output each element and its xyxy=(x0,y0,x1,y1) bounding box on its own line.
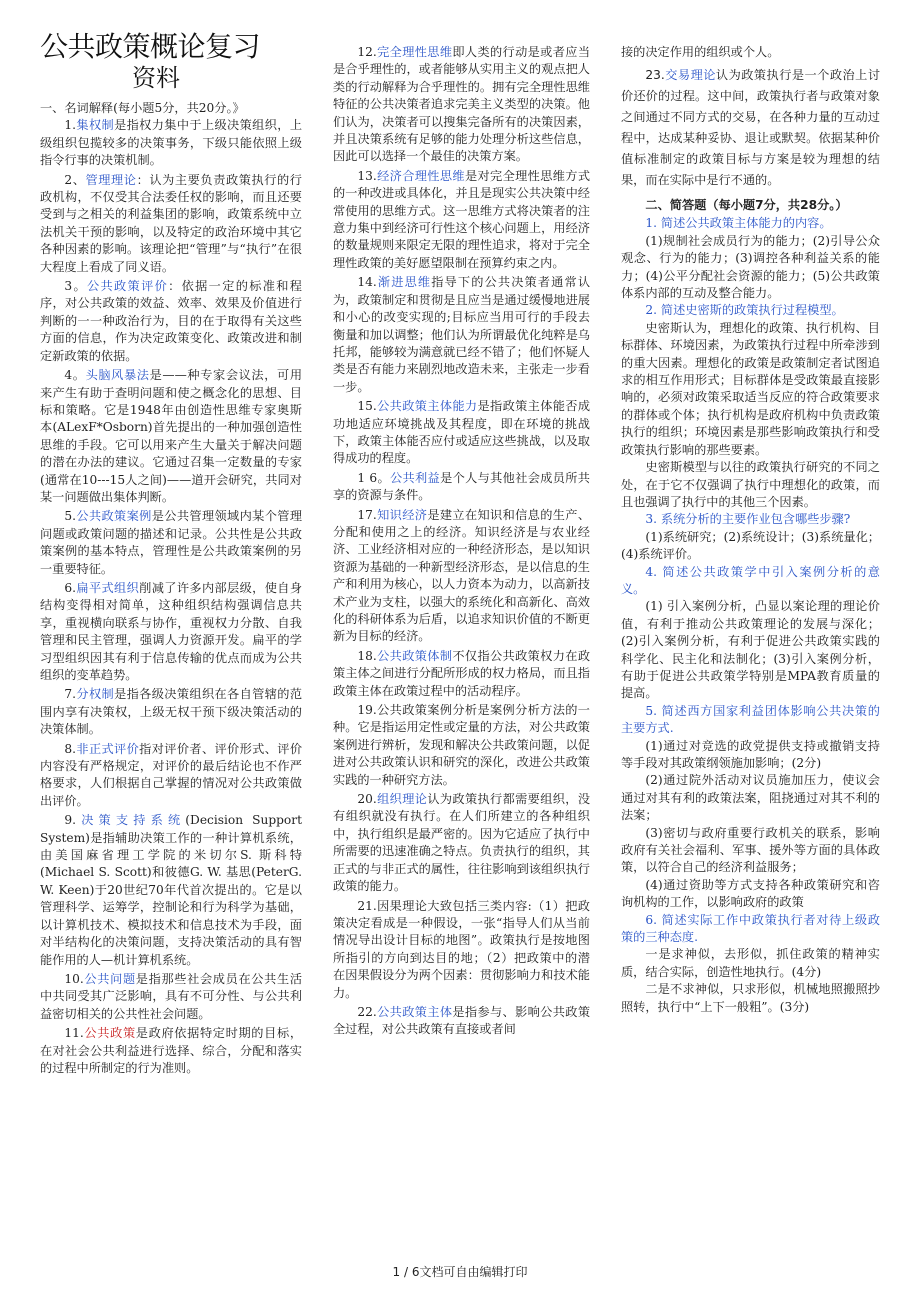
term-keyword: 决策支持系统 xyxy=(76,813,186,828)
term-keyword: 交易理论 xyxy=(664,68,716,83)
column-2 xyxy=(333,44,590,1041)
term-entry xyxy=(333,648,590,700)
term-entry xyxy=(333,470,590,505)
term-text: 是指政策主体能否成功地适应环境挑战及其程度，即在环境的挑战下，政策主体能否应付或适应这些挑战，以及取得成功的程度。 xyxy=(333,399,591,466)
answer-text: (1)规制社会成员行为的能力；(2)引导公众观念、行为的能力；(3)调控各种利益关系的能力；(4)公平分配社会资源的能力；(5)公共政策体系内部的互动及整合能力。 xyxy=(621,233,880,301)
term-text: 指对评价者、评价形式、评价内容没有严格规定，对评价的最后结论也不作严格要求，人们根据自己掌握的情况对公共政策做出评价。 xyxy=(40,741,303,808)
term-keyword: 经济合理性思维 xyxy=(376,168,465,183)
term-text: ：认为主要负责政策执行的行政机构，不仅受其合法委任权的影响，而且还要受到与之相关的利益集团的影响，政策系统中立法机关干预的影响，以及特定的政治环境中其它各种因素的影响。该理论把“管理”与“执行”在很大程度上看成了同义语。 xyxy=(40,172,302,274)
term-keyword: 管理理论 xyxy=(85,172,137,187)
answer-text: (2)通过院外活动对议员施加压力，使议会通过对其有利的政策法案，阻挠通过对其不利的法案； xyxy=(621,773,880,823)
term-entry xyxy=(40,686,302,738)
section-heading: 二、简答题（每小题7分，共28分。） xyxy=(645,198,848,213)
term-entry xyxy=(40,971,302,1023)
term-text: 因果理论大致包括三类内容:（1）把政策决定看成是一种假设，一张“指导人们从当前情况导出设计目标的地图”。政策执行是按地图所指引的方向到达目的地；（2）把政策中的潜在因果假设分为两个因素：贯彻影响力和技术能力。 xyxy=(333,898,590,1000)
answer-text: 二是不求神似，只求形似，机械地照搬照抄照转，执行中“上下一般粗”。(3分) xyxy=(621,982,880,1014)
term-number: 19. xyxy=(357,703,377,718)
answer-text: (1)系统研究；(2)系统设计；(3)系统量化；(4)系统评价。 xyxy=(621,529,880,562)
term-keyword: 公共政策主体能力 xyxy=(376,399,478,414)
question-heading: 1. 简述公共政策主体能力的内容。 xyxy=(645,216,832,231)
term-number: 17. xyxy=(357,507,377,522)
term-text: 认为政策执行都需要组织，没有组织就没有执行。在人们所建立的各种组织中，执行组织是最严密的。因为它适应了执行中所需要的迅速准确之特点。负责执行的组织，其正式的与非正式的属性，往往影响到该组织执行政策的能力。 xyxy=(333,792,591,894)
answer-text: 史密斯模型与以往的政策执行研究的不同之处，在于它不仅强调了执行中理想化的政策，而且也强调了执行中的其他三个因素。 xyxy=(621,460,880,509)
page-title-line2: 资料 xyxy=(132,64,180,92)
term-text: 即人类的行动是或者应当是合乎理性的，或者能够从实用主义的观点把人类的行动解释为合乎理性的。拥有完全理性思维特征的公共决策者追求完美主义类型的决策。他们认为，决策者可以搜集完备所有的决策因素，并且决策系统有足够的能力处理分析这些信息，因此可以选择一个最佳的决策方案。 xyxy=(333,45,591,164)
term-text: 公共政策案例分析是案例分析方法的一种。它是指运用定性或定量的方法，对公共政策案例进行辨析，发现和解决公共政策问题，以促进对公共政策认识和研究的深化，改进公共政策实践的一种研究方法。 xyxy=(333,703,590,787)
term-keyword: 公共政策案例 xyxy=(76,509,152,524)
term-text: 是对完全理性思维方式的一种改进或具体化，并且是现实公共决策中经常使用的思维方式。这一思维方式将决策者的注意力集中到经济可行性这个核心问题上，用经济的数量规则来限定无限的理性追求，将对于完全理性政策的美好愿望限制在预算约束之内。 xyxy=(333,168,591,270)
question-heading: 5. 简述西方国家利益团体影响公共决策的主要方式. xyxy=(621,703,880,736)
answer-text: (1)通过对竞选的政党提供支持或撤销支持等手段对其政策纲领施加影响；(2分) xyxy=(621,738,880,770)
term-entry xyxy=(621,65,880,191)
answer-text: (1) 引入案例分析，凸显以案论理的理论价值，有利于推动公共政策理论的发展与深化；(2)引入案例分析，有利于促进公共政策实践的科学化、民主化和法制化；(3)引入案例分析，有助于促进公共政策学特别是MPA教育质量的提高。 xyxy=(621,599,880,701)
answer-text: 史密斯认为，理想化的政策、执行机构、目标群体、环境因素，为政策执行过程中所牵涉到的重大因素。理想化的政策是政策制定者试图追求的相互作用形式；目标群体是受政策最直接影响的，必须对政策采取适当反应的符合政策要求的群体或个体；执行机构是政府机构中负责政策执行的组织；环境因素是那些影响政策执行和受政策执行影响的那些要素。 xyxy=(621,320,880,457)
term-entry xyxy=(333,1004,590,1039)
term-entry xyxy=(40,1025,302,1077)
term-number: 21. xyxy=(357,898,377,913)
term-keyword: 完全理性思维 xyxy=(376,45,453,59)
term-entry xyxy=(40,580,302,684)
term-entry xyxy=(333,168,590,272)
term-text: 是指那些社会成员在公共生活中共同受其广泛影响，具有不可分性、与公共利益密切相关的公共性社会问题。 xyxy=(40,971,303,1021)
term-keyword: 集权制 xyxy=(76,118,115,133)
term-entry xyxy=(333,507,590,646)
question-heading: 4. 简述公共政策学中引入案例分析的意义。 xyxy=(621,564,880,596)
term-number: 18. xyxy=(357,648,377,663)
term-number: 2、 xyxy=(64,172,86,187)
term-entry xyxy=(40,367,302,506)
term-number: 1. xyxy=(64,118,77,133)
term-text: 削减了许多内部层级，使自身结构变得相对简单，这种组织结构强调信息共享，重视横向联系与协作，重视权力分散、自我管理和民主管理，强调人力资源开发。扁平的学习型组织因其有利于信息传输的优点而成为公共组织的变革趋势。 xyxy=(40,580,303,682)
answer-text: (4)通过资助等方式支持各种政策研究和咨询机构的工作，以影响政府的政策 xyxy=(621,877,880,910)
term-keyword: 公共政策体制 xyxy=(376,648,453,663)
question-heading: 6. 简述实际工作中政策执行者对待上级政策的三种态度. xyxy=(621,912,880,945)
term-number: 1 6。 xyxy=(357,470,390,485)
term-text: 指导下的公共决策者通常认为，政策制定和贯彻是且应当是通过缓慢地进展和小心的改变实现的;目标应当用可行的手段去衡量和加以调整；他们认为所谓最优化纯粹是乌托邦，能够较为满意就已经不错了；他们怀疑人类是否有能力来剧烈地改造未来，主张走一步看一步。 xyxy=(333,275,591,394)
term-entry xyxy=(333,398,590,468)
term-keyword: 组织理论 xyxy=(376,792,428,807)
term-entry xyxy=(333,274,590,396)
term-entry xyxy=(40,812,302,969)
term-entry xyxy=(333,898,590,1002)
page-footer: 1 / 6文档可自由编辑打印 xyxy=(392,1265,528,1279)
term-text: 是建立在知识和信息的生产、分配和使用之上的经济。知识经济是与农业经济、工业经济相对应的一种经济形态，是以知识资源为基础的一种新型经济形态，是以信息的生产和利用为核心，以人力资本为动力，以高新技术产业为支柱，以强大的系统化和高新化、高效化的科研体系为后盾，以追求知识价值的不断更新为目标的经济。 xyxy=(333,507,591,644)
term-text: 是指各级决策组织在各自管辖的范围内享有决策权，上级无权干预下级决策活动的决策体制。 xyxy=(40,687,303,737)
term-number: 6. xyxy=(64,580,77,595)
term-text: 是个人与其他社会成员所共享的资源与条件。 xyxy=(333,470,590,503)
term-keyword: 知识经济 xyxy=(376,507,428,522)
term-text: 认为政策执行是一个政治上讨价还价的过程。这中间，政策执行者与政策对象之间通过不同方式的交易，在各种力量的互动过程中，达成某种妥协、退让或默契。依据某种价值标准制定的政策目标与方案是较为理想的结果，而在实际中是行不通的。 xyxy=(621,68,881,188)
answer-text: 一是求神似，去形似，抓住政策的精神实质，结合实际，创造性地执行。(4分) xyxy=(621,947,880,979)
term-number: 11. xyxy=(64,1026,84,1041)
term-text: 是——种专家会议法，可用来产生有助于查明问题和使之概念化的思想、目标和策略。它是1948年由创造性思维专家奥斯本(ALexF*Osborn)首先提出的一种加强创造性思维的手段。它可以用来产生大量关于解决问题的潜在办法的建议。它通过召集一定数量的专家(通常在10---15人之间)——道开会研究，共同对某一问题做出集体判断。 xyxy=(40,368,303,504)
term-number: 3。 xyxy=(64,279,87,294)
term-keyword: 非正式评价 xyxy=(76,741,140,756)
term-text: 是指权力集中于上级决策组织，上级组织包揽较多的决策事务，下级只能依照上级指令行事的决策机制。 xyxy=(40,118,303,168)
term-entry xyxy=(40,508,302,578)
term-number: 9. xyxy=(64,813,77,828)
term-text: 是政府依据特定时期的目标，在对社会公共利益进行选择、综合，分配和落实的过程中所制定的行为准则。 xyxy=(40,1026,303,1075)
term-keyword: 公共问题 xyxy=(83,971,136,986)
term-entry xyxy=(40,278,302,365)
term-entry xyxy=(333,791,590,895)
term-text: (Decision Support System)是指辅助决策工作的一种计算机系统，由美国麻省理工学院的米切尔S. 斯科特(Michael S. Scott)和彼德G. W. 基思(PeterG. W. Keen)于20世纪70年代首次提出的。它是以管理科学、运筹学，控制论和行为科学为基础，以计算机技术、模拟技术和信息技术为手段，面对半结构化的决策问题，支持决策活动的具有智能作用的人—机计算机系统。 xyxy=(40,813,302,967)
term-keyword: 分权制 xyxy=(76,687,115,702)
term-text: 是指参与、影响公共政策全过程，对公共政策有直接或者间 xyxy=(333,1004,591,1037)
term-number: 23. xyxy=(645,68,665,83)
column-1 xyxy=(40,100,302,1079)
term-text: ：依据一定的标准和程序，对公共政策的效益、效率、效果及价值进行判断的一一种政治行为，目的在于取得有关这些方面的信息，作为决定政策变化、政策改进和制定新政策的依据。 xyxy=(40,279,302,363)
term-number: 4。 xyxy=(64,368,86,383)
term-number: 5. xyxy=(64,509,77,524)
term-number: 20. xyxy=(357,792,377,807)
question-heading: 2. 简述史密斯的政策执行过程模型。 xyxy=(645,303,844,318)
term-number: 8. xyxy=(64,741,77,756)
term-keyword: 公共政策 xyxy=(83,1026,136,1041)
term-number: 13. xyxy=(357,168,377,183)
term-number: 22. xyxy=(357,1004,377,1019)
term-entry xyxy=(40,117,302,169)
term-number: 7. xyxy=(64,687,77,702)
term-entry xyxy=(333,44,590,166)
term-keyword: 公共利益 xyxy=(389,470,441,485)
column-3 xyxy=(621,44,880,1016)
answer-text: (3)密切与政府重要行政机关的联系，影响政府有关社会福利、军事、援外等方面的具体政策，以符合自己的经济利益服务； xyxy=(621,825,880,875)
continued-text: 接的决定作用的组织或个人。 xyxy=(621,45,780,59)
term-text: 是公共管理领域内某个管理问题或政策问题的描述和记录。公共性是公共政策案例的基本特点，管理性是公共政策案例的另一重要特征。 xyxy=(40,509,303,576)
term-entry xyxy=(40,172,302,276)
term-number: 12. xyxy=(357,45,377,59)
term-text: 不仅指公共政策权力在政策主体之间进行分配所形成的权力格局，而且指政策主体在政策过程中的活动程序。 xyxy=(333,648,591,698)
page-title: 公共政策概论复习 xyxy=(40,30,261,63)
term-entry xyxy=(333,702,590,789)
term-keyword: 渐进思维 xyxy=(376,275,432,290)
term-keyword: 公共政策主体 xyxy=(376,1004,453,1019)
term-keyword: 扁平式组织 xyxy=(76,580,140,595)
term-number: 14. xyxy=(357,275,377,290)
term-number: 10. xyxy=(64,971,84,986)
section-heading: 一、名词解释(每小题5分，共20分。》 xyxy=(40,101,245,115)
term-number: 15. xyxy=(357,399,377,414)
question-heading: 3. 系统分析的主要作业包含哪些步骤? xyxy=(645,512,851,527)
term-keyword: 公共政策评价 xyxy=(87,279,169,294)
term-entry xyxy=(40,741,302,811)
term-keyword: 头脑风暴法 xyxy=(85,368,150,383)
